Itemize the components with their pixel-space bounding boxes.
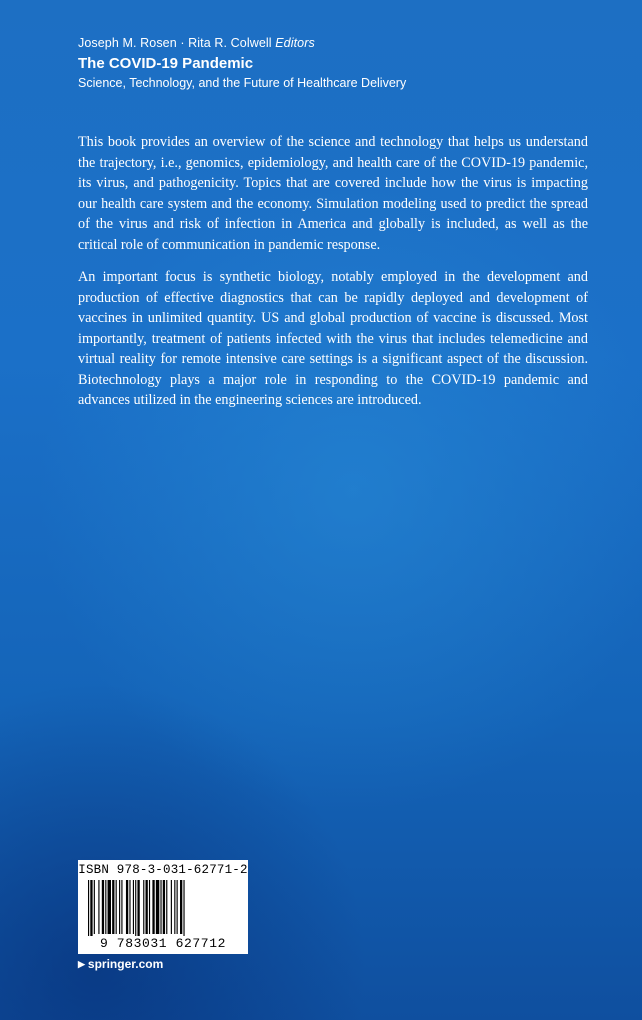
barcode-bar: [152, 880, 154, 934]
book-title: The COVID-19 Pandemic: [78, 55, 254, 72]
barcode-bar: [116, 880, 117, 934]
book-header: [78, 36, 406, 90]
barcode-bar: [90, 880, 92, 936]
description-paragraph-2: An important focus is synthetic biology, notably employed in the development and production of effective diagnostics that can be rapidly deployed and development of vaccines in unlimited quantity. US and global production of vaccine is discussed. Most importantly, treatment of patients infected with the virus that includes telemedicine and virtual reality for remote intensive care settings is a significant aspect of the discussion. Biotechnology plays a major role in responding to the COVID-19 pandemic and advances utilized in the engineering sciences are introduced.: [78, 269, 588, 408]
barcode-digits: 9 783031 627712: [99, 936, 227, 951]
barcode-bar: [105, 880, 106, 934]
barcode-bar: [174, 880, 175, 934]
barcode-bar: [98, 880, 99, 934]
barcode-bar: [94, 880, 95, 934]
book-description: [78, 132, 588, 423]
barcode-bar: [129, 880, 130, 934]
editors-line: [78, 36, 406, 50]
barcode-bar: [149, 880, 150, 934]
isbn-label: ISBN 978-3-031-62771-2: [78, 863, 248, 877]
publisher-link-text: springer.com: [87, 957, 164, 971]
book-subtitle: Science, Technology, and the Future of Healthcare Delivery: [78, 76, 407, 90]
barcode-bar: [183, 880, 184, 936]
triangle-right-icon: ▶: [78, 958, 85, 969]
barcode-bar: [88, 880, 89, 936]
barcode-bar: [126, 880, 128, 934]
barcode-bar: [108, 880, 111, 934]
barcode-bars: [86, 880, 240, 936]
barcode-bar: [133, 880, 134, 934]
description-paragraph-1: This book provides an overview of the science and technology that helps us understand the trajectory, i.e., genomics, epidemiology, and health care of the COVID-19 pandemic, its virus, and pathogenicity. Topics that are covered include how the virus is impacting our health care system and the economy. Simulation modeling used to predict the spread of the virus and risk of infection in America and globally is included, as well as the critical role of communication in pandemic response.: [78, 134, 588, 253]
barcode-bar: [166, 880, 167, 934]
editors-names: Joseph M. Rosen · Rita R. Colwell: [78, 36, 272, 50]
barcode-bar: [135, 880, 136, 936]
publisher-link[interactable]: [78, 957, 163, 971]
barcode-bar: [156, 880, 159, 934]
barcode-bar: [146, 880, 148, 934]
barcode-bar: [137, 880, 139, 936]
editors-role: Editors: [275, 36, 315, 50]
barcode-bar: [180, 880, 182, 934]
barcode-bar: [177, 880, 178, 934]
barcode-bar: [160, 880, 161, 934]
barcode-bar: [121, 880, 122, 934]
barcode-bar: [163, 880, 165, 934]
barcode-bar: [143, 880, 144, 934]
isbn-barcode: [78, 860, 248, 954]
barcode-bar: [112, 880, 114, 934]
barcode-bar: [119, 880, 120, 934]
barcode-bar: [171, 880, 172, 934]
barcode-bar: [102, 880, 104, 934]
